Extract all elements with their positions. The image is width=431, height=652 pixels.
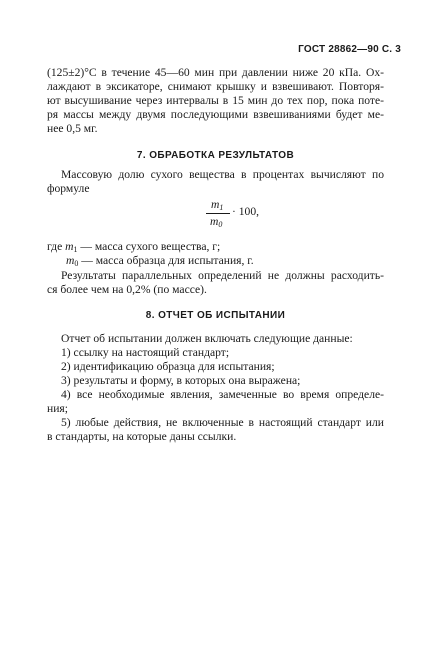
section-heading: 7. ОБРАБОТКА РЕЗУЛЬТАТОВ xyxy=(136,150,295,161)
paragraph-line: ют высушивание через интервалы в 15 мин до тех пор, пока поте- xyxy=(47,94,384,107)
paragraph-line: (125±2)°С в течение 45—60 мин при давлении ниже 20 кПа. Ох- xyxy=(47,66,384,79)
list-item: 1) ссылку на настоящий стандарт; xyxy=(61,346,230,359)
section-heading: 8. ОТЧЕТ ОБ ИСПЫТАНИИ xyxy=(145,310,286,321)
paragraph-line: Массовую долю сухого вещества в процентах вычисляют по xyxy=(61,168,384,181)
formula-multiplier: · 100, xyxy=(232,205,260,218)
list-item: 4) все необходимые явления, замеченные во время определе- xyxy=(61,388,384,401)
list-item-continuation: в стандарты, на которые даны ссылки. xyxy=(47,430,237,443)
paragraph-line: ря массы между двумя последующими взвешиваниями будет ме- xyxy=(47,108,384,121)
list-item: 2) идентификацию образца для испытания; xyxy=(61,360,275,373)
formula xyxy=(206,198,276,232)
fraction-bar xyxy=(206,213,230,214)
list-item: 3) результаты и форму, в которых она выражена; xyxy=(61,374,301,387)
paragraph-line: ся более чем на 0,2% (по массе). xyxy=(47,283,207,296)
definition-m1: где $m_1$ — масса сухого вещества, г; xyxy=(47,240,221,254)
list-item-continuation: ния; xyxy=(47,402,68,415)
paragraph-line: лаждают в эксикаторе, снимают крышку и взвешивают. Повторя- xyxy=(47,80,384,93)
list-line: Отчет об испытании должен включать следующие данные: xyxy=(61,332,353,345)
paragraph-line: формуле xyxy=(47,182,90,195)
paragraph-line: Результаты параллельных определений не должны расходить- xyxy=(61,269,384,282)
definition-m0: $m_0$ — масса образца для испытания, г. xyxy=(66,254,254,268)
page-header: ГОСТ 28862—90 С. 3 xyxy=(298,44,401,55)
paragraph-line: нее 0,5 мг. xyxy=(47,122,98,135)
formula-numerator: $m_1$ xyxy=(211,198,224,212)
list-item: 5) любые действия, не включенные в настоящий стандарт или xyxy=(61,416,384,429)
formula-denominator: $m_0$ xyxy=(210,215,223,229)
